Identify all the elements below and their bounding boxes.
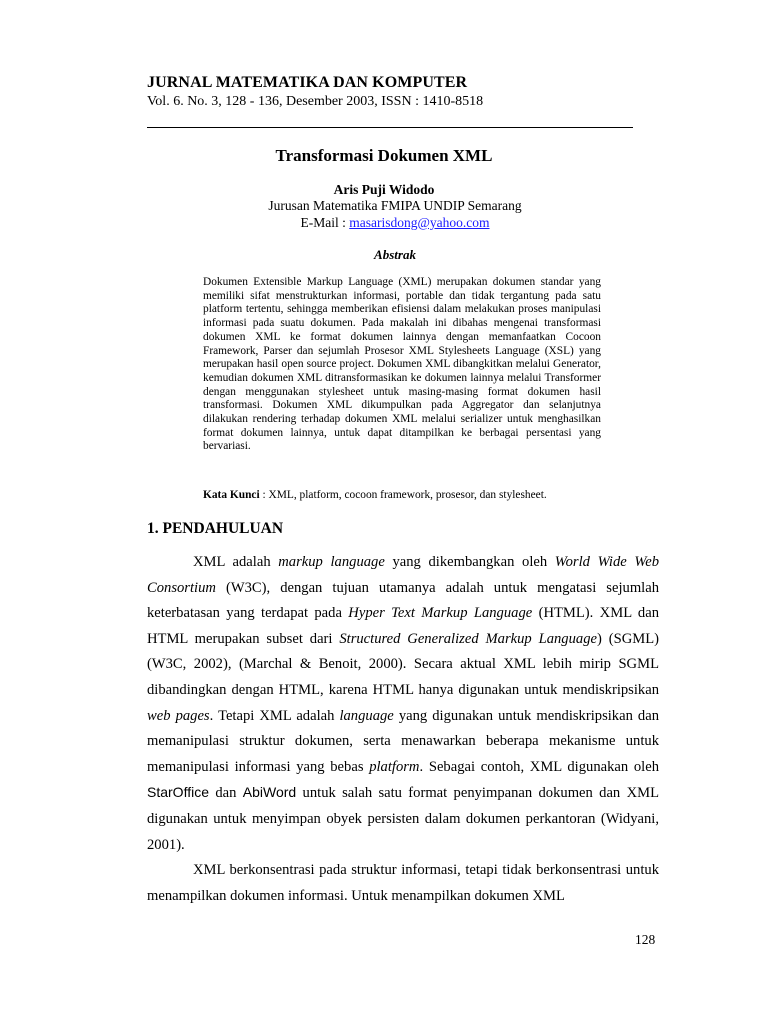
author-affiliation: Jurusan Matematika FMIPA UNDIP Semarang — [268, 198, 522, 213]
italic-term: web pages — [147, 707, 210, 724]
author-name: Aris Puji Widodo — [333, 182, 435, 197]
italic-term: Structured Generalized Markup Language — [339, 630, 597, 647]
text-run: yang dikembangkan oleh — [384, 554, 555, 570]
keywords-text: : XML, platform, cocoon framework, prosesor, dan stylesheet. — [259, 489, 547, 501]
italic-term: language — [339, 707, 394, 724]
italic-term: Hyper Text Markup Language — [348, 605, 533, 622]
section-body — [147, 550, 659, 909]
text-run: (W3C), dengan tujuan utamanya adalah untuk mengatasi sejumlah keterbatasan yang terdapat pada — [147, 579, 659, 622]
text-run: ) (SGML) (W3C, 2002), (Marchal & Benoit, 2000). Secara aktual XML lebih mirip SGML dibandingkan dengan HTML, karena HTML hanya digunakan untuk mendiskripsikan — [147, 630, 659, 698]
journal-meta: Vol. 6. No. 3, 128 - 136, Desember 2003, ISSN : 1410-8518 — [147, 94, 484, 109]
text-run: untuk salah satu format penyimpanan dokumen dan XML digunakan untuk menyimpan obyek persisten dalam dokumen perkantoran (Widyani, 2001). — [147, 785, 659, 853]
paper-title: Transformasi Dokumen XML — [275, 146, 493, 165]
keywords-label: Kata Kunci — [203, 489, 260, 501]
italic-term: World Wide Web Consortium — [147, 554, 659, 596]
section-heading: 1. PENDAHULUAN — [147, 520, 284, 537]
paragraph-2: XML berkonsentrasi pada struktur informasi, tetapi tidak berkonsentrasi untuk menampilkan dokumen informasi. Untuk menampilkan dokumen XML — [147, 862, 659, 904]
abstract-heading: Abstrak — [374, 247, 416, 262]
text-run: . Tetapi XML adalah — [209, 707, 340, 724]
text-run: yang digunakan untuk mendiskripsikan dan memanipulasi struktur dokumen, serta menawarkan beberapa mekanisme untuk memanipulasi informasi yang bebas — [147, 707, 659, 775]
text-run: . Sebagai contoh, XML digunakan oleh — [419, 758, 659, 775]
italic-term: platform — [369, 758, 420, 775]
abstract-text: Dokumen Extensible Markup Language (XML) merupakan dokumen standar yang memiliki sifat menstrukturkan informasi, portable dan tidak tergantung pada satu platform tertentu, sehingga memberikan efisiensi dalam melakukan proses manipulasi informasi pada suatu dokumen. Pada makalah ini dibahas mengenai transformasi dokumen XML ke format dokumen lainnya dengan memanfaatkan Cocoon Framework, Parser dan sejumlah Prosesor XML Stylesheets Language (XSL) yang merupakan hasil open source project. Dokumen XML dibangkitkan melalui Generator, kemudian dokumen XML ditransformasikan ke dokumen lainnya melalui Transformer dengan menggunakan stylesheet untuk masing-masing format dokumen hasil transformasi. Dokumen XML dikumpulkan pada Aggregator dan selanjutnya dilakukan rendering terhadap dokumen XML melalui serializer untuk menghasilkan format dokumen lainnya, untuk dapat ditampilkan ke berbagai persentasi yang bervariasi. — [203, 276, 601, 453]
product-name: AbiWord — [242, 784, 297, 801]
product-name: StarOffice — [147, 784, 209, 801]
email-link[interactable]: masarisdong@yahoo.com — [349, 215, 490, 230]
email-label: E-Mail : — [300, 215, 350, 230]
italic-term: markup language — [278, 554, 385, 570]
journal-title: JURNAL MATEMATIKA DAN KOMPUTER — [147, 74, 468, 91]
text-run: (HTML). XML dan HTML merupakan subset dari — [147, 605, 659, 647]
header-rule — [147, 127, 633, 128]
text-run: XML adalah — [193, 554, 279, 570]
page-number: 128 — [635, 932, 656, 947]
keywords-line — [203, 489, 623, 501]
text-run: dan — [209, 785, 243, 802]
paragraph-1 — [147, 550, 659, 858]
author-email-line — [0, 215, 768, 231]
